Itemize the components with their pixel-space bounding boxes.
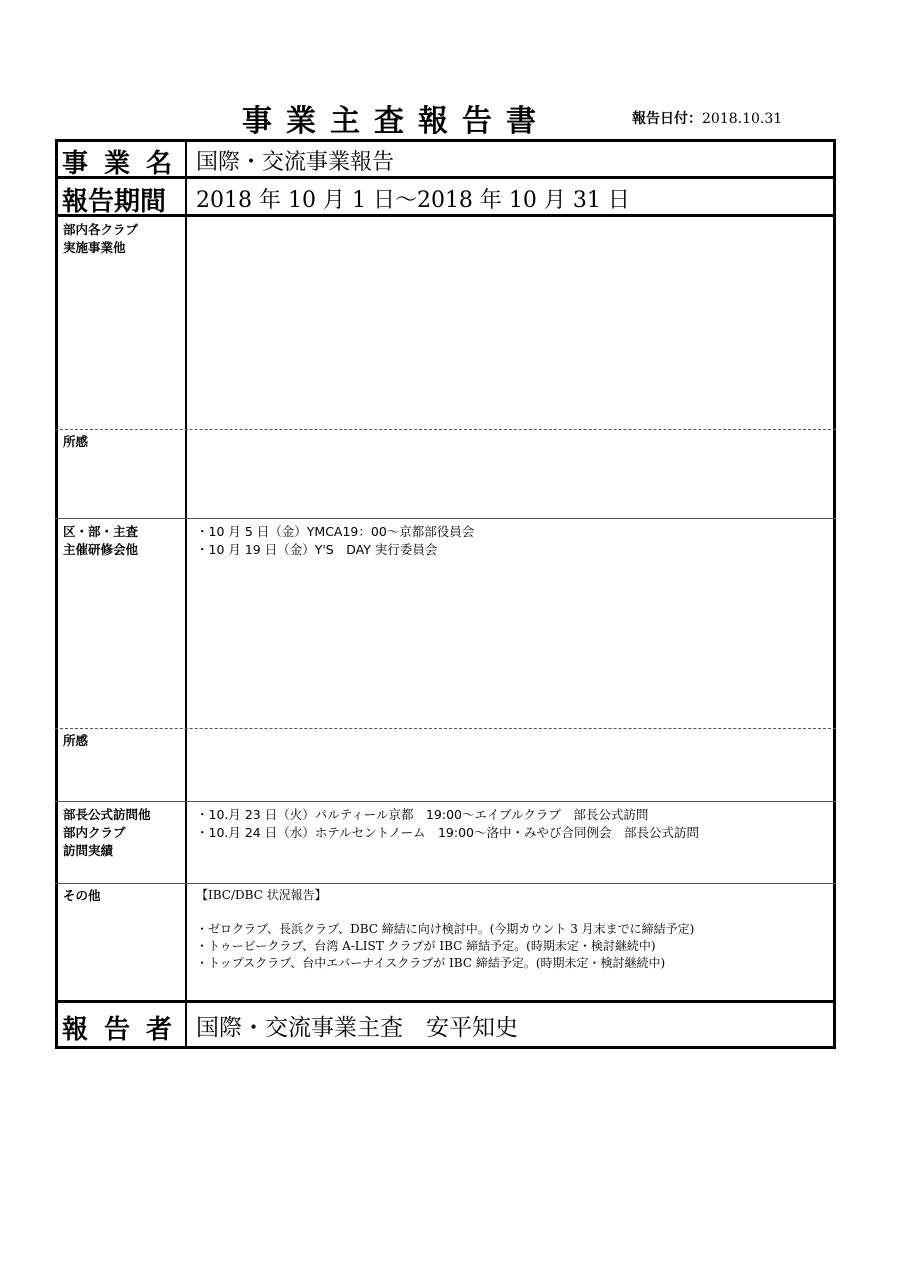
visit-item: ・10.月 24 日（水）ホテルセントノーム 19:00～洛中・みやび合同例会 部長公式訪問	[196, 825, 700, 840]
report-date	[632, 108, 782, 128]
other-item: ・ゼロクラブ、長浜クラブ、DBC 締結に向け検討中。(今期カウント 3 月末までに締結予定)	[196, 922, 695, 936]
project-label: 事業名	[62, 149, 189, 179]
divider-dashed-1	[55, 429, 836, 430]
divider-period	[55, 214, 836, 217]
other-heading: 【IBC/DBC 状況報告】	[196, 888, 327, 902]
visit-item: ・10.月 23 日（火）パルティール京都 19:00～エイブルクラブ 部長公式訪問	[196, 807, 649, 822]
divider-club-impressions	[55, 518, 836, 519]
divider-dashed-2	[55, 728, 836, 729]
visits-content	[196, 806, 699, 842]
impressions-label-1: 所感	[63, 434, 89, 449]
column-divider	[185, 139, 187, 1049]
divider-visits	[55, 883, 836, 884]
divider-district-impressions	[55, 801, 836, 802]
district-content	[196, 523, 474, 559]
document-title: 事業主査報告書	[242, 104, 550, 139]
district-item: ・10 月 19 日（金）Y'S DAY 実行委員会	[196, 542, 438, 557]
other-content	[196, 887, 694, 972]
visits-label: 部長公式訪問他 部内クラブ 訪問実績	[63, 807, 151, 858]
district-item: ・10 月 5 日（金）YMCA19：00～京都部役員会	[196, 524, 475, 539]
club-events-label: 部内各クラブ 実施事業他	[63, 222, 139, 255]
period-value: 2018 年 10 月 1 日～2018 年 10 月 31 日	[196, 188, 630, 213]
period-label: 報告期間	[62, 187, 167, 217]
impressions-label-2: 所感	[63, 733, 89, 748]
report-date-label: 報告日付：	[632, 111, 702, 127]
other-item: ・トゥービークラブ、台湾 A-LIST クラブが IBC 締結予定。(時期未定・検討継続中)	[196, 939, 656, 953]
other-label: その他	[63, 888, 101, 903]
district-label: 区・部・主査 主催研修会他	[63, 524, 139, 557]
reporter-value: 国際・交流事業主査 安平知史	[196, 1015, 518, 1041]
divider-other	[55, 1000, 836, 1003]
project-value: 国際・交流事業報告	[196, 150, 395, 175]
report-date-value: 2018.10.31	[702, 111, 783, 127]
reporter-label: 報告者	[62, 1015, 189, 1045]
other-item: ・トップスクラブ、台中エバーナイスクラブが IBC 締結予定。(時期未定・検討継続中)	[196, 956, 666, 970]
